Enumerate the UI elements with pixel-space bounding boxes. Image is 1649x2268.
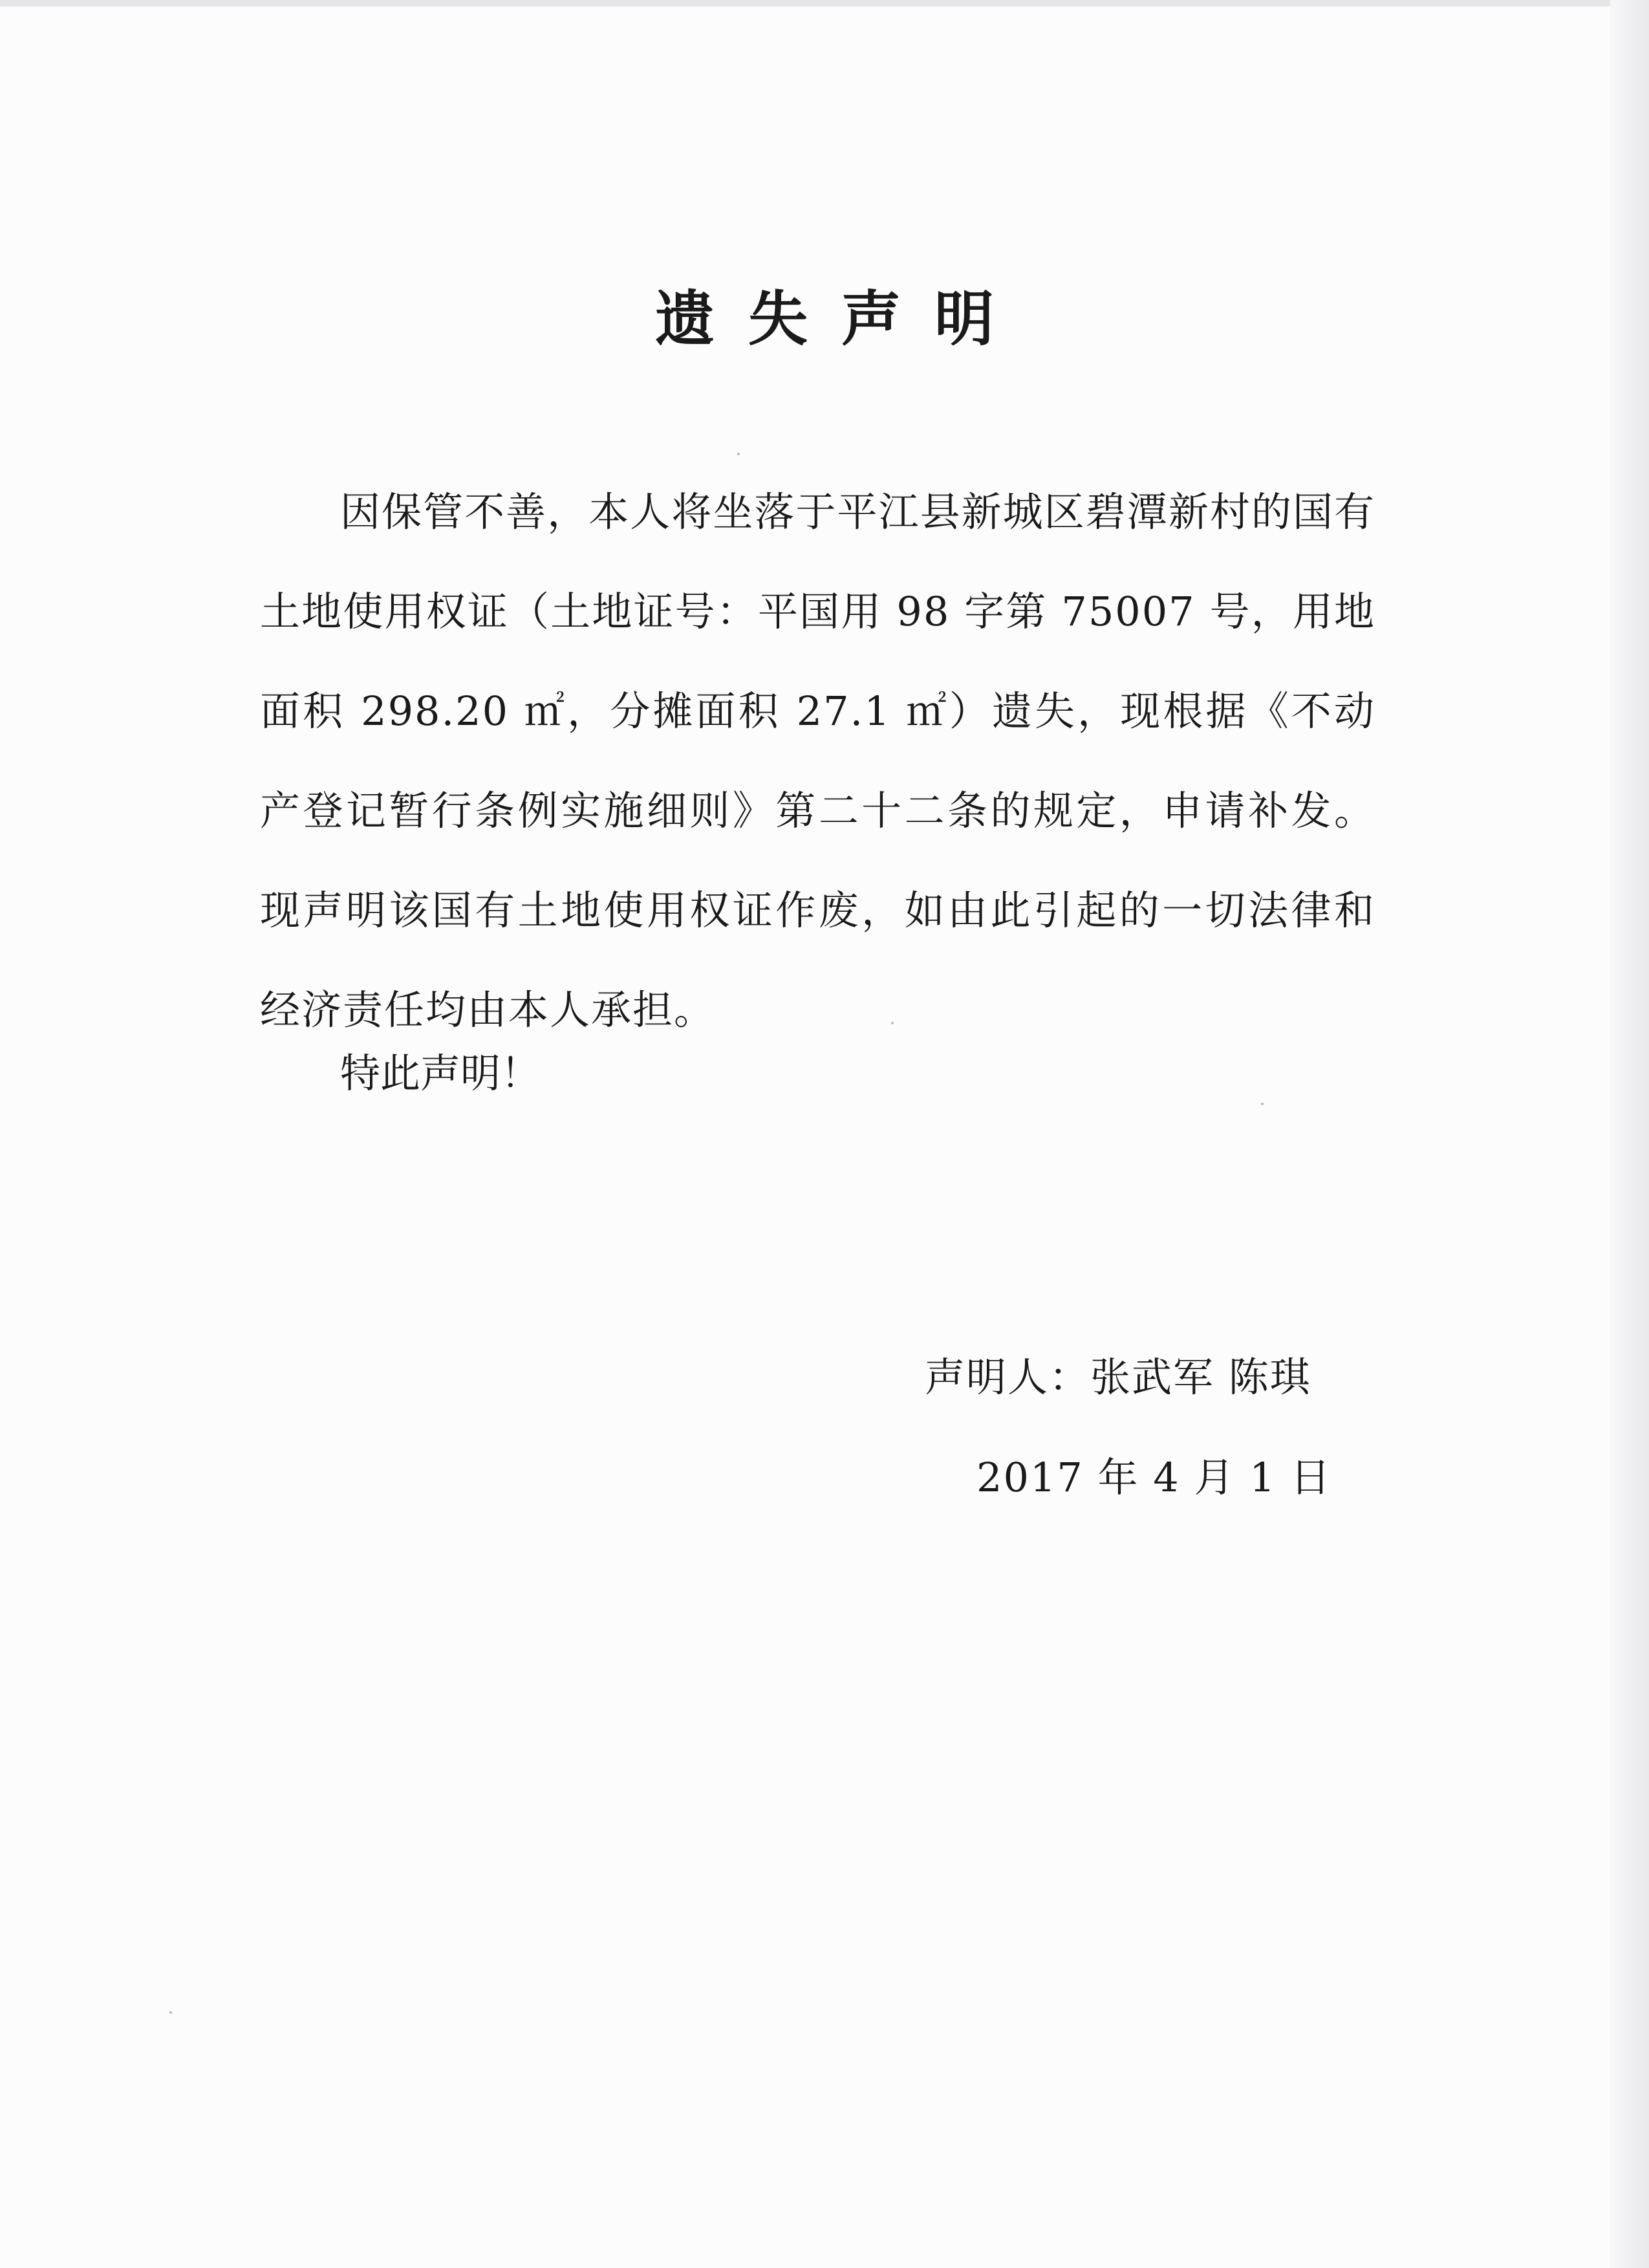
scan-speck (1261, 1103, 1264, 1105)
scan-speck (737, 453, 740, 455)
document-title: 遗失声明 (654, 285, 1028, 354)
body-paragraph: 因保管不善，本人将坐落于平江县新城区碧潭新村的国有土地使用权证（土地证号：平国用 98 字第 75007 号，用地面积 298.20 ㎡，分摊面积 27.1 ㎡）遗失，现根据《不动产登记暂行条例实施细则》第二十二条的规定，申请补发。现声明该国有土地使用权证作废，如由此引起的一切法律和经济责任均由本人承担。 (260, 488, 1375, 1033)
signature-date: 2017 年 4 月 1 日 (976, 1454, 1332, 1501)
scan-edge-top (0, 0, 1649, 6)
scan-speck (891, 1022, 894, 1024)
signer-line: 声明人：张武军 陈琪 (925, 1354, 1311, 1401)
document-body (260, 462, 1375, 1060)
scan-speck (169, 2011, 172, 2014)
closing-statement: 特此声明！ (340, 1050, 541, 1097)
